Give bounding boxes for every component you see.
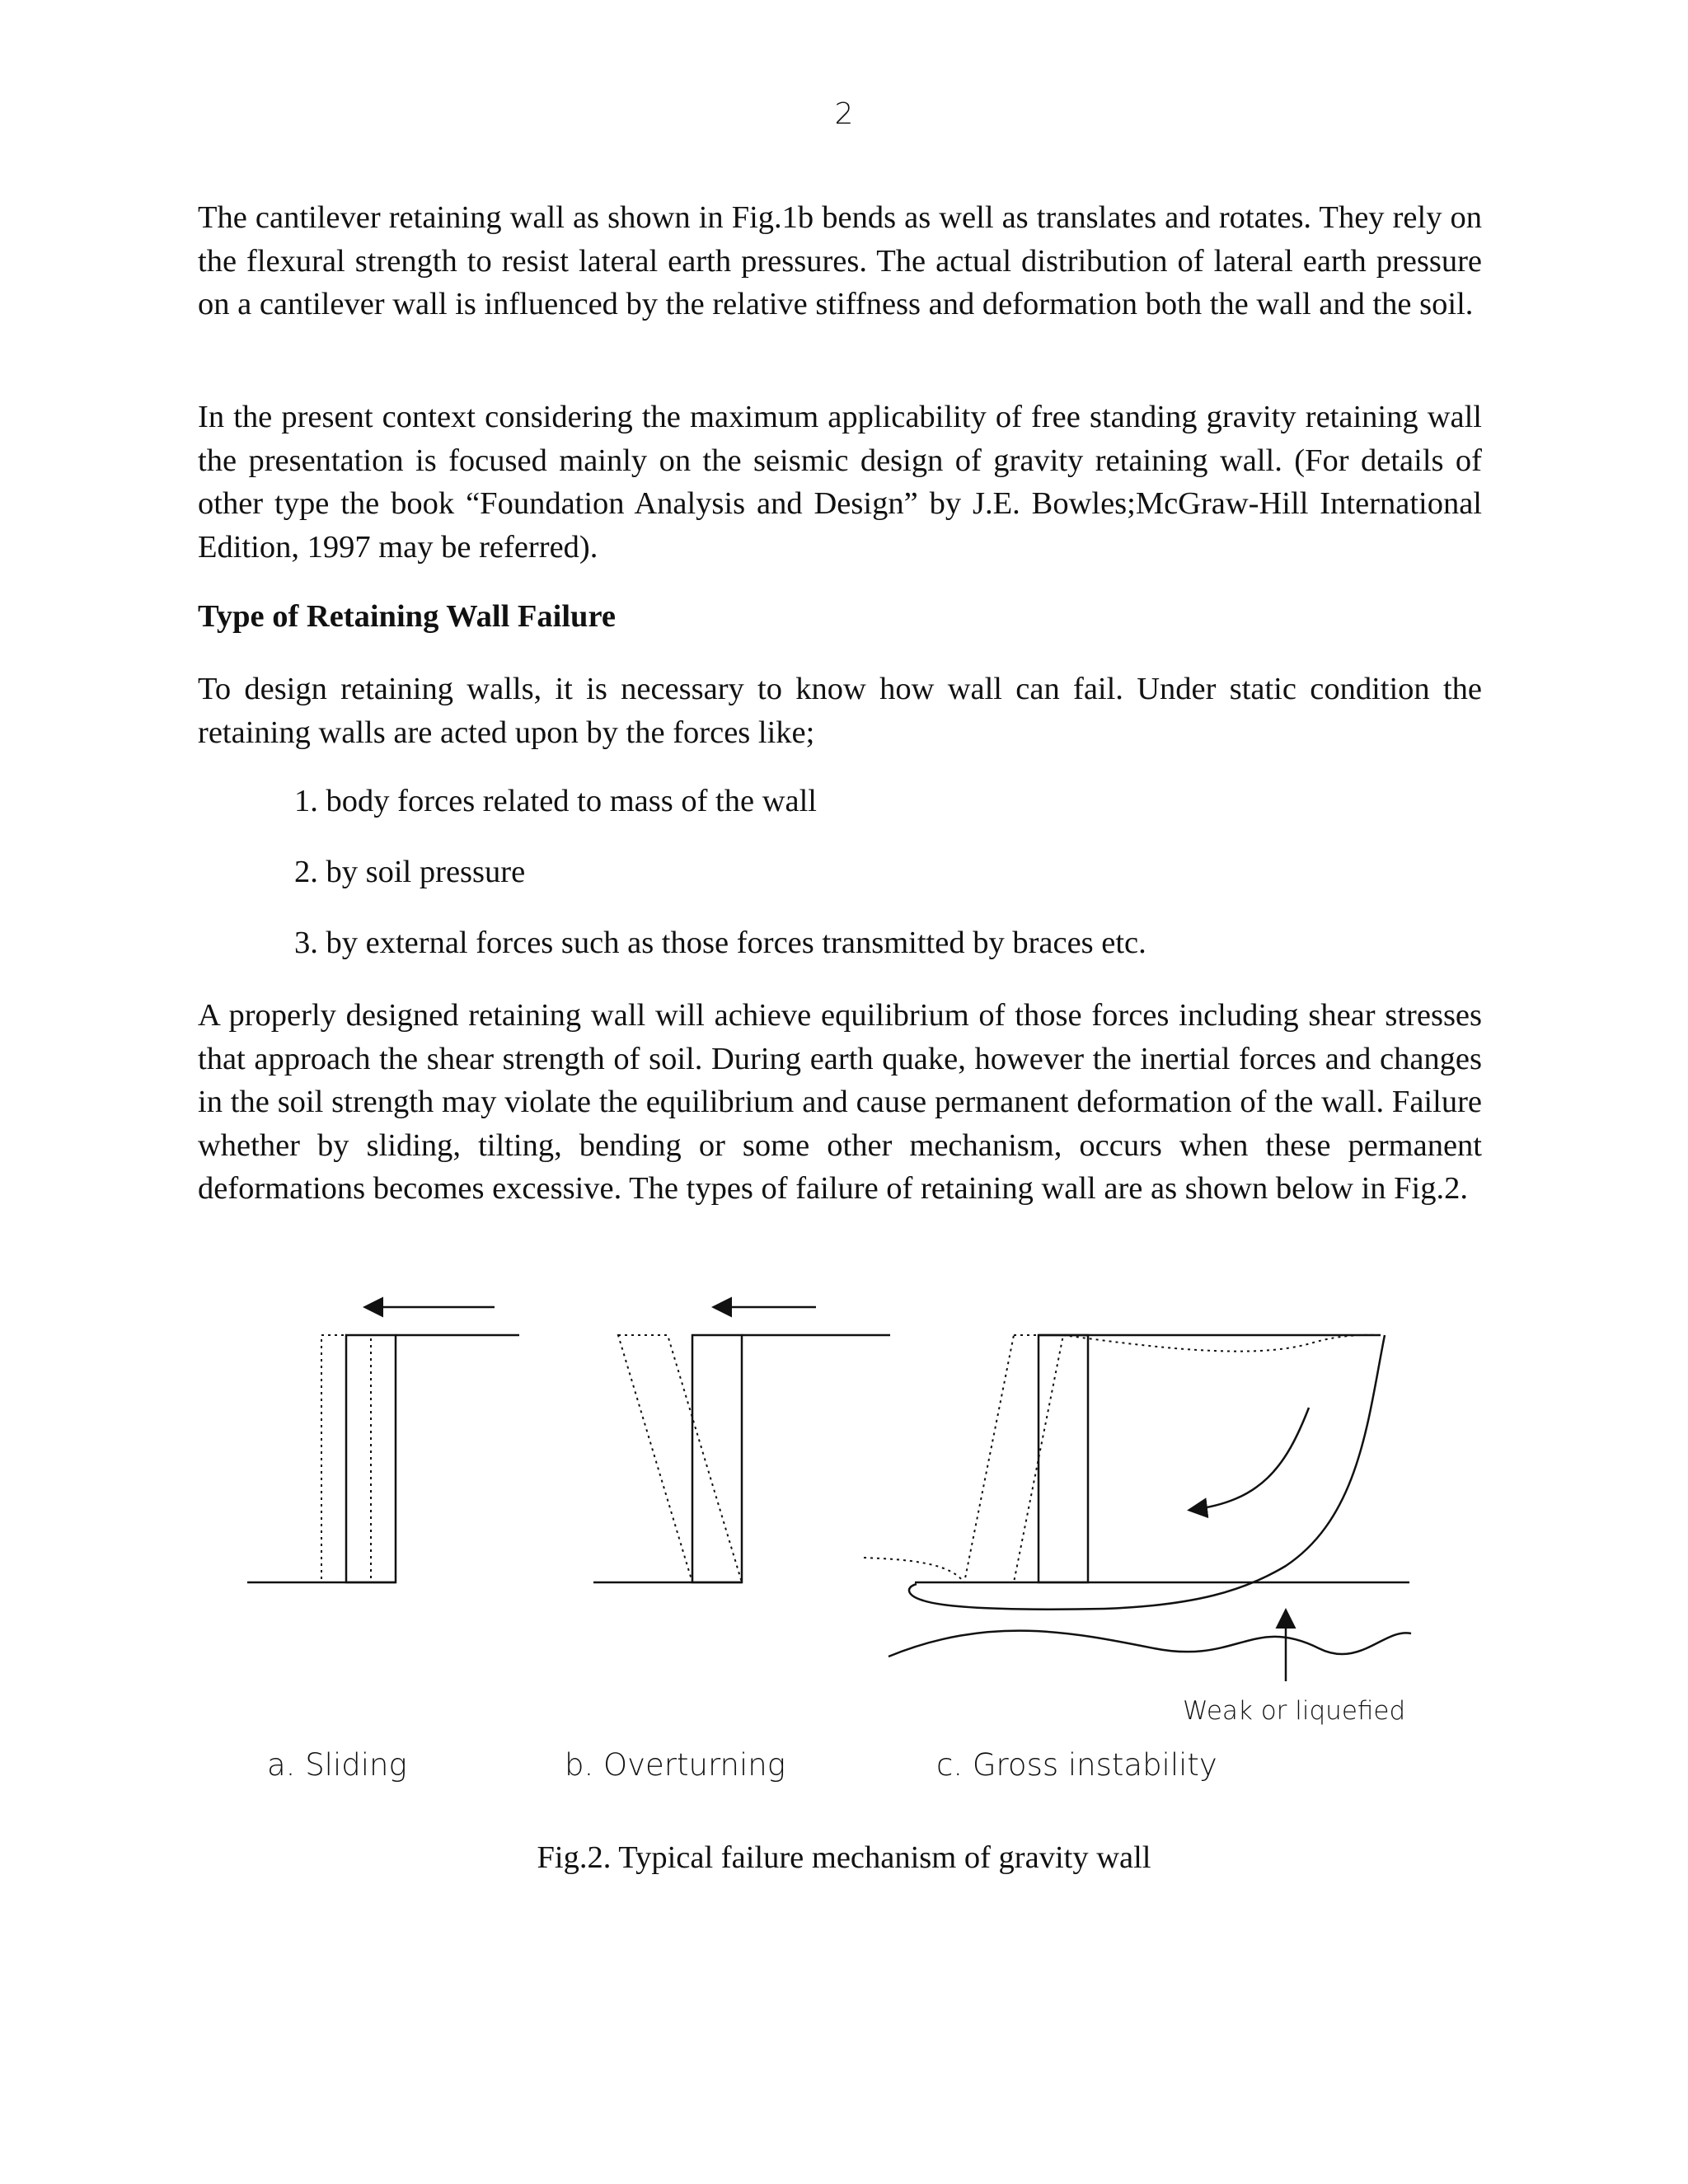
overturning-label: b. Overturning — [565, 1747, 785, 1783]
overturning-diagram — [593, 1307, 890, 1582]
paragraph-cantilever: The cantilever retaining wall as shown in Fig.1b bends as well as translates and rotates. They rely on the flexural strength to resist lateral earth pressures. The actual distribution of lateral earth pressure on a cantilever wall is influenced by the relative stiffness and deformation both the wall and the soil. — [198, 200, 1482, 321]
sliding-label: a. Sliding — [267, 1747, 407, 1783]
overturning-wall — [692, 1335, 742, 1582]
gross-instability-label: c. Gross instability — [936, 1747, 1217, 1783]
paragraph-context: In the present context considering the maximum applicability of free standing gravity retaining wall the presentation is focused mainly on the seismic design of gravity retaining wall. (For details of other type the book “Foundation Analysis and Design” by J.E. Bowles;McGraw-Hill International Edition, 1997 may be referred). — [198, 400, 1482, 565]
figure-caption: Fig.2. Typical failure mechanism of gravity wall — [537, 1840, 1151, 1875]
gross-toe-heave — [864, 1558, 963, 1581]
list-item-body-forces: 1. body forces related to mass of the wall — [294, 784, 817, 818]
gross-slip-surface — [909, 1335, 1385, 1610]
weak-layer-wavy-line — [889, 1631, 1411, 1657]
section-heading: Type of Retaining Wall Failure — [198, 599, 616, 634]
paragraph-design: To design retaining walls, it is necessary to know how wall can fail. Under static condition the retaining walls are acted upon by the forces like; — [198, 672, 1482, 750]
gross-displaced-wall — [964, 1335, 1063, 1582]
weak-layer-label: Weak or liquefied — [1183, 1696, 1406, 1726]
failure-mechanism-figure — [0, 1286, 1688, 1797]
gross-rotation-arrow-icon — [1191, 1408, 1309, 1510]
gross-instability-diagram — [864, 1335, 1411, 1681]
gross-wall — [1039, 1335, 1088, 1582]
page-number: 2 — [834, 97, 854, 131]
overturning-tilted-wall — [618, 1335, 742, 1582]
sliding-diagram — [247, 1307, 519, 1582]
gross-settled-surface — [1063, 1335, 1381, 1352]
list-item-soil-pressure: 2. by soil pressure — [294, 855, 526, 889]
paragraph-equilibrium: A properly designed retaining wall will achieve equilibrium of those forces including shear stresses that approach the shear strength of soil. During earth quake, however the inertial forces and changes in the soil strength may violate the equilibrium and cause permanent deformation of the wall. Failure whether by sliding, tilting, bending or some other mechanism, occurs when these permanent deformations becomes excessive. The types of failure of retaining wall are as shown below in Fig.2. — [198, 998, 1482, 1206]
list-item-external-forces: 3. by external forces such as those forces transmitted by braces etc. — [294, 926, 1146, 960]
